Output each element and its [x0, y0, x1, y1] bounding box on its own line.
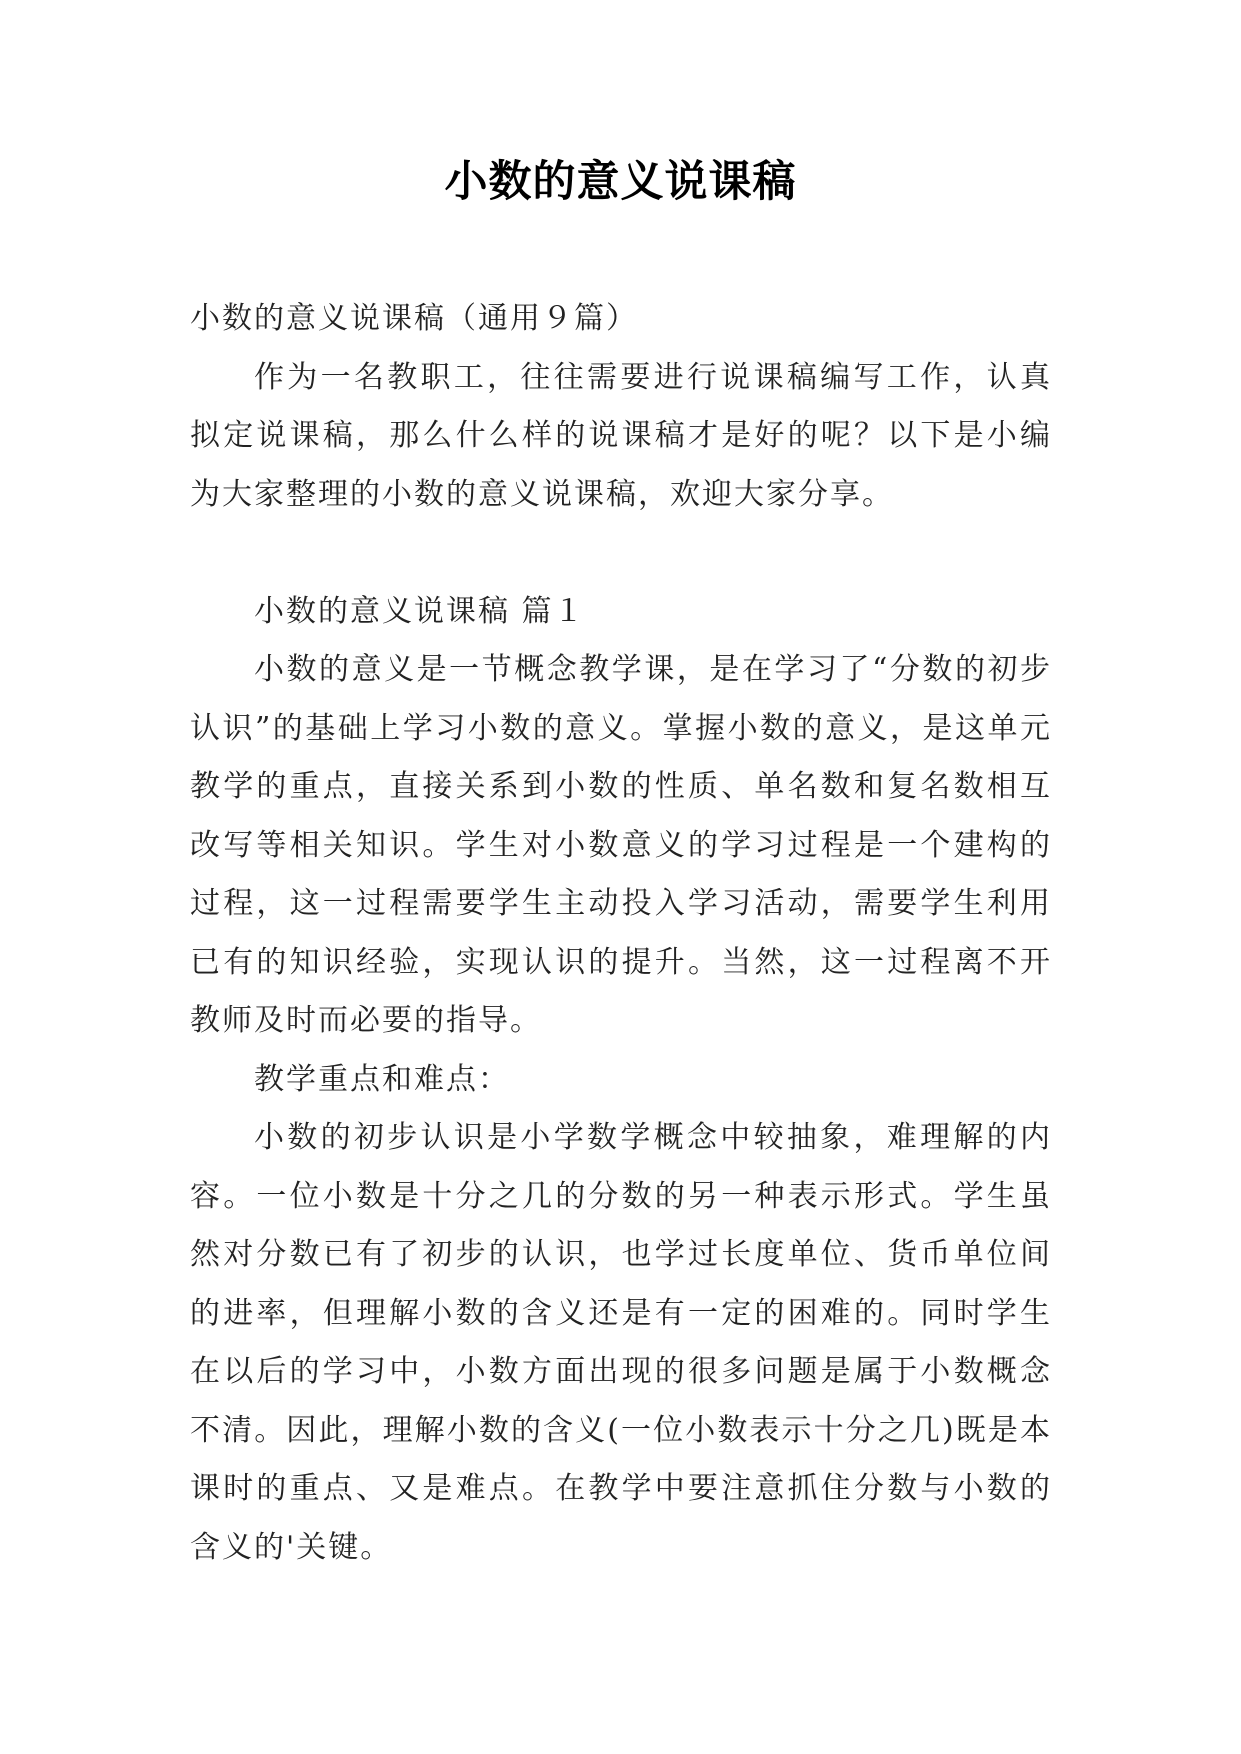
document-title: 小数的意义说课稿 [444, 157, 797, 207]
body-paragraph: 小数的意义是一节概念教学课，是在学习了“分数的初步认识”的基础上学习小数的意义。掌握小数的意义，是这单元教学的重点，直接关系到小数的性质、单名数和复名数相互改写等相关知识。学生对小数意义的学习过程是一个建构的过程，这一过程需要学生主动投入学习活动，需要学生利用已有的知识经验，实现认识的提升。当然，这一过程离不开教师及时而必要的指导。 [190, 652, 1052, 1038]
section-heading: 小数的意义说课稿 篇１ [254, 593, 586, 629]
document-subtitle: 小数的意义说课稿（通用９篇） [190, 301, 638, 336]
blank-line [190, 524, 1052, 583]
document-body [190, 290, 1052, 1577]
body-paragraph-heading: 教学重点和难点： [254, 1061, 510, 1097]
intro-paragraph: 作为一名教职工，往往需要进行说课稿编写工作，认真拟定说课稿，那么什么样的说课稿才是好的呢？以下是小编为大家整理的小数的意义说课稿，欢迎大家分享。 [190, 359, 1052, 512]
body-paragraph: 小数的初步认识是小学数学概念中较抽象，难理解的内容。一位小数是十分之几的分数的另一种表示形式。学生虽然对分数已有了初步的认识，也学过长度单位、货币单位间的进率，但理解小数的含义还是有一定的困难的。同时学生在以后的学习中，小数方面出现的很多问题是属于小数概念不清。因此，理解小数的含义(一位小数表示十分之几)既是本课时的重点、又是难点。在教学中要注意抓住分数与小数的含义的'关键。 [190, 1120, 1052, 1565]
